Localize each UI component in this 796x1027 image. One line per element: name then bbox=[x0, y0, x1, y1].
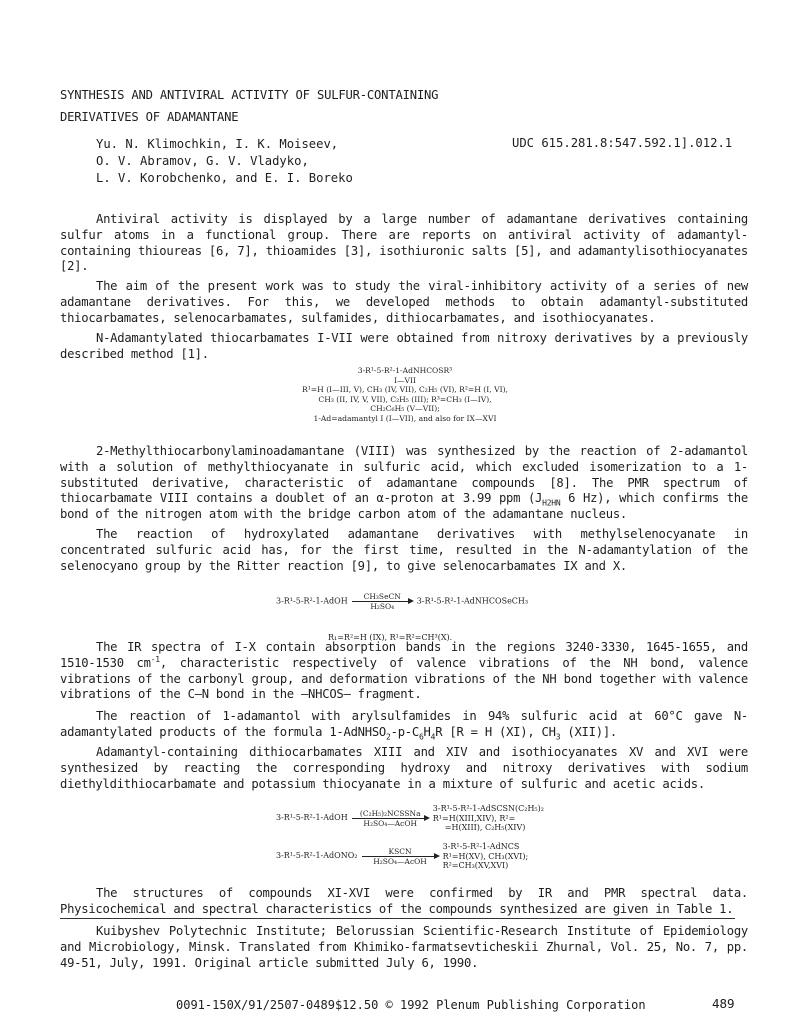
author-line-3: L. V. Korobchenko, and E. I. Boreko bbox=[96, 171, 353, 185]
title-line-1: SYNTHESIS AND ANTIVIRAL ACTIVITY OF SULFUR-CONTAINING bbox=[60, 88, 439, 102]
reaction2-reagent: (C₂H₅)₂NCSSNa bbox=[359, 808, 421, 818]
reaction1-solvent: H₂SO₄ bbox=[370, 602, 395, 611]
paragraph-methylthio: 2-Methylthiocarbonylaminoadamantane (VIII) was synthesized by the reaction of 2-adamantol with a solution of methylthiocyanate in sulfuric acid, which excluded isomerization to a 1-substituted derivative, characteristic of adamantane compounds [8]. The PMR spectrum of thiocarbamate VIII contains a doublet of an α-proton at 3.99 ppm ($J_{H2HN}$ 6 Hz), which confirms the bond of the nitrogen atom with the bridge carbon atom of the adamantane nucleus. bbox=[60, 444, 748, 522]
reaction-selenocarbamate bbox=[276, 592, 528, 611]
reaction1-reagent: CH₃SeCN bbox=[363, 592, 401, 601]
formula-line-1: 3-R¹-5-R²-1-AdNHCOSR³ bbox=[357, 366, 453, 375]
paragraph-structures: The structures of compounds XI-XVI were confirmed by IR and PMR spectral data. Physicochemical and spectral characteristics of the compounds synthesized are given in Table 1. bbox=[60, 886, 748, 916]
reaction1-substituents: R₁=R²=H (IX), R¹=R²=CH³(X). bbox=[328, 633, 453, 642]
paragraph-intro: Antiviral activity is displayed by a large number of adamantane derivatives containing sulfur atoms in a functional group. There are reports on antiviral activity of adamantyl-containing thioureas [6, 7], thioamides [3], isothiuronic salts [5], and adamantylisothiocyanates [2]. bbox=[60, 212, 748, 274]
paragraph-aim: The aim of the present work was to study the viral-inhibitory activity of a series of new adamantane derivatives. For this, we developed methods to obtain adamantyl-substituted thiocarbamates, selenocarbamates, sulfamides, dithiocarbamates, and isothiocyanates. bbox=[60, 279, 748, 325]
reaction2-reactant: 3-R¹-5-R²-1-AdOH bbox=[276, 813, 348, 823]
page-number: 489 bbox=[712, 996, 735, 1011]
arrow-right-icon bbox=[362, 856, 438, 857]
reaction2-product: 3-R¹-5-R²-1-AdSCSN(C₂H₅)₂ R¹=H(XIII,XIV), R²= =H(XIII), C₂H₅(XIV) bbox=[432, 804, 544, 832]
arrow-right-icon bbox=[352, 601, 412, 602]
reaction-isothiocyanate bbox=[276, 842, 528, 871]
author-line-2: O. V. Abramov, G. V. Vladyko, bbox=[96, 154, 309, 168]
reaction3-reactant: 3-R¹-5-R²-1-AdONO₂ bbox=[276, 851, 358, 861]
reaction3-product: 3-R¹-5-R²-1-AdNCS R¹=H(XV), CH₃(XVI); R²=CH₃(XV,XVI) bbox=[442, 842, 529, 870]
reaction1-arrow bbox=[352, 592, 412, 611]
reaction2-arrow bbox=[352, 809, 428, 828]
reaction3-arrow bbox=[362, 847, 438, 866]
paragraph-selenocarbamates: The reaction of hydroxylated adamantane derivatives with methylselenocyanate in concentrated sulfuric acid has, for the first time, resulted in the N-adamantylation of the selenocyano group by the Ritter reaction [9], to give selenocarbamates IX and X. bbox=[60, 527, 748, 573]
formula-line-6: 1-Ad=adamantyl I (I—VII), and also for IX—XVI bbox=[313, 413, 497, 423]
author-list bbox=[96, 136, 353, 187]
title-line-2: DERIVATIVES OF ADAMANTANE bbox=[60, 110, 239, 124]
formula-thiocarbamates bbox=[250, 366, 560, 424]
reaction3-solvent: H₂SO₄—AcOH bbox=[373, 856, 427, 866]
copyright-line: 0091-150X/91/2507-0489$12.50 © 1992 Plenum Publishing Corporation bbox=[176, 998, 646, 1012]
reaction1-reactant: 3-R¹-5-R²-1-AdOH bbox=[276, 596, 348, 606]
footnote-divider bbox=[60, 918, 735, 919]
reaction3-reagent: KSCN bbox=[388, 846, 412, 856]
formula-line-3: R¹=H (I—III, V), CH₃ (IV, VII), C₂H₅ (VI), R²=H (I, VI), bbox=[302, 385, 508, 395]
article-title bbox=[60, 84, 438, 128]
formula-line-5: CH₂C₆H₅ (V—VII); bbox=[370, 404, 440, 414]
affiliation-footnote: Kuibyshev Polytechnic Institute; Belorussian Scientific-Research Institute of Epidemiology and Microbiology, Minsk. Translated from Khimiko-farmatsevticheskii Zhurnal, Vol. 25, No. 7, pp. 49-51, July, 1991. Original article submitted July 6, 1990. bbox=[60, 924, 748, 970]
reaction2-solvent: H₂SO₄—AcOH bbox=[363, 818, 418, 828]
arrow-right-icon bbox=[352, 818, 428, 819]
author-line-1: Yu. N. Klimochkin, I. K. Moiseev, bbox=[96, 137, 339, 151]
formula-line-2: I—VII bbox=[393, 375, 417, 385]
formula-line-4: CH₃ (II, IV, V, VII), C₂H₅ (III); R³=CH₃ (I—IV), bbox=[318, 394, 492, 404]
reaction-dithiocarbamate bbox=[276, 804, 544, 833]
reaction1-product: 3-R¹-5-R²-1-AdNHCOSeCH₃ bbox=[416, 596, 529, 606]
paragraph-dithiocarbamates: Adamantyl-containing dithiocarbamates XIII and XIV and isothiocyanates XV and XVI were synthesized by reacting the corresponding hydroxy and nitroxy derivatives with sodium diethyldithiocarbamate and potassium thiocyanate in a mixture of sulfuric and acetic acids. bbox=[60, 745, 748, 791]
paragraph-thiocarbamates: N-Adamantylated thiocarbamates I-VII were obtained from nitroxy derivatives by a previously described method [1]. bbox=[60, 331, 748, 361]
paragraph-ir-spectra: The IR spectra of I-X contain absorption bands in the regions 3240-3330, 1645-1655, and 1510-1530 $cm^{-1}$, characteristic respectively of valence vibrations of the NH bond, valence vibrations of the carbonyl group, and deformation vibrations of the NH bond together with valence vibrations of the C—N bond in the —NHCOS— fragment. bbox=[60, 640, 748, 702]
paragraph-sulfamides: The reaction of 1-adamantol with arylsulfamides in 94% sulfuric acid at 60°C gave N-adamantylated products of the formula $1-AdNHSO_2-p-C_6H_4R$ [R = H (XI), $CH_3$ (XII)]. bbox=[60, 709, 748, 742]
udc-code: UDC 615.281.8:547.592.1].012.1 bbox=[512, 136, 733, 150]
